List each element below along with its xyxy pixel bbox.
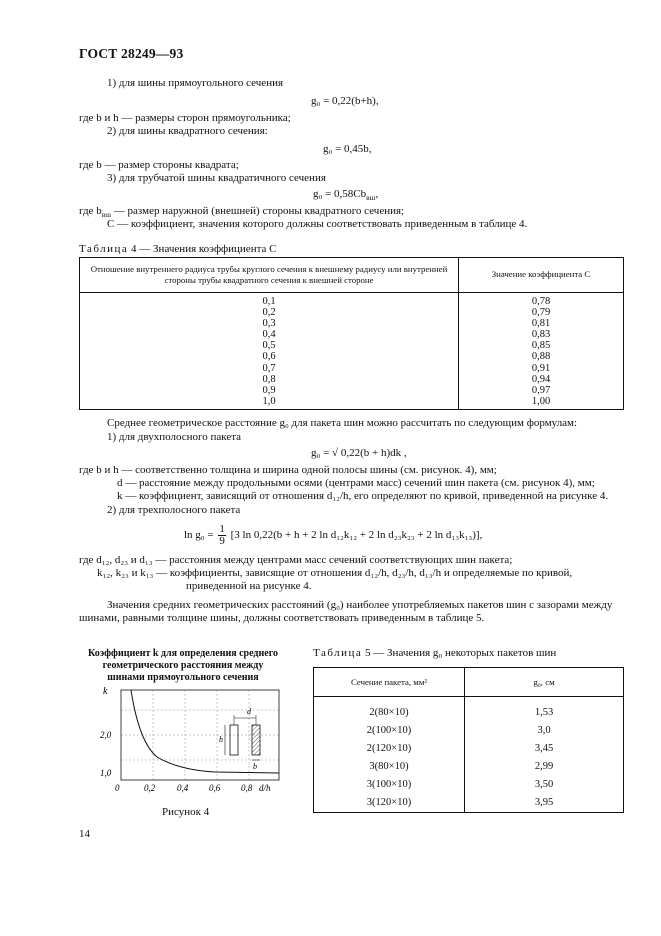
table4-ratio: 0,5 (262, 340, 276, 352)
table-row (314, 703, 624, 721)
where-three-b: k₁₂, k₂₃ и k₁₃ — коэффициенты, зависящие от отношения d₁₂/h, d₂₃/h, d₁₃/h и определяемые по кривой, (97, 567, 573, 579)
where-two-b: d — расстояние между продольными осями (центрами масс) сечений шин пакета (см. рисунок 4), мм; (117, 477, 595, 489)
table5-g0: 3,95 (465, 794, 624, 813)
table4-ratio: 0,9 (262, 384, 276, 396)
table4-ratio: 1,0 (262, 395, 276, 407)
table-row (314, 739, 624, 757)
table5-col2-header: g₀, см (465, 668, 624, 697)
formula-two-strip: g₀ = √ 0,22(b + h)dk , (311, 447, 407, 459)
table5-g0: 1,53 (465, 703, 624, 721)
y-tick: 1,0 (100, 768, 112, 778)
paragraph-a: Значения средних геометрических расстояний (g₀) наиболее употребляемых пакетов шин с зазорами между (107, 599, 613, 611)
table4-ratio: 0,8 (262, 373, 276, 385)
table5-section: 3(100×10) (314, 776, 465, 794)
table-row (314, 758, 624, 776)
table4-coefficient: 0,79 (531, 307, 551, 319)
table4-coefficient-column (459, 293, 624, 410)
formula-three-strip: ln g₀ = $\frac{1}{9}$ [3 ln 0,22(b + h + 2 ln d₁₂k₁₂ + 2 ln d₂₃k₂₃ + 2 ln d₁₃k₁₃)], (184, 523, 483, 547)
table4-coefficient: 0,85 (531, 340, 551, 352)
table5-g0: 3,45 (465, 739, 624, 757)
formula-square: g₀ = 0,45b, (323, 143, 372, 155)
item-square-bus: 2) для шины квадратного сечения: (107, 125, 268, 137)
table5-g0: 2,99 (465, 758, 624, 776)
where-tubular-b: C — коэффициент, значения которого должны соответствовать приведенным в таблице 4. (107, 218, 528, 230)
table5-section: 2(120×10) (314, 739, 465, 757)
label-d: d (247, 707, 251, 716)
table-row (314, 776, 624, 794)
table4-coefficient: 0,94 (531, 373, 551, 385)
table4-ratio-column (80, 293, 459, 410)
where-rectangular: где b и h — размеры сторон прямоугольника; (79, 112, 291, 124)
table4-ratio: 0,7 (262, 362, 276, 374)
table4-coefficient: 1,00 (531, 395, 551, 407)
table5-section: 3(120×10) (314, 794, 465, 813)
table-row (314, 794, 624, 813)
intro-paragraph: Среднее геометрическое расстояние g₀ для пакета шин можно рассчитать по следующим формулам: (107, 417, 578, 429)
formula-tubular: $g_0 = 0,58Cb_{вш}$, (313, 188, 379, 203)
label-h: h (219, 735, 223, 744)
formula-rectangular: g₀ = 0,22(b+h), (311, 95, 379, 107)
item-rectangular-bus: 1) для шины прямоугольного сечения (107, 77, 284, 89)
table4-col1-header: Отношение внутреннего радиуса трубы круглого сечения к внешнему радиусу или внутренней стороны трубы квадратного сечения к внешней стороне (80, 258, 459, 293)
label-b: b (253, 762, 257, 771)
where-tubular-a: где $b_{вш}$ — размер наружной (внешней) стороны квадратного сечения; (79, 205, 405, 220)
item-two-strip: 1) для двухполосного пакета (107, 431, 242, 443)
bus-sketch-icon (225, 715, 260, 760)
table4-coefficient: 0,83 (531, 329, 551, 341)
where-two-a: где b и h — соответственно толщина и ширина одной полосы шины (см. рисунок. 4), мм; (79, 464, 497, 476)
item-three-strip: 2) для трехполосного пакета (107, 504, 241, 516)
table5 (313, 667, 624, 813)
figure4-title: Коэффициент k для определения среднего геометрического расстояния между шинами прямоугольного сечения (88, 648, 278, 683)
table4-ratio: 0,6 (262, 351, 276, 363)
figure4-caption: Рисунок 4 (162, 806, 210, 818)
table4 (79, 257, 624, 410)
table4-ratio: 0,3 (262, 318, 276, 330)
x-tick: 0 (115, 783, 120, 793)
x-tick: 0,2 (144, 783, 156, 793)
table-row (314, 721, 624, 739)
table4-coefficient: 0,91 (531, 362, 551, 374)
table5-section: 2(80×10) (314, 703, 465, 721)
table4-coefficient: 0,81 (531, 318, 551, 330)
table4-coefficient: 0,78 (531, 296, 551, 307)
table4-ratio: 0,2 (262, 307, 276, 319)
table5-caption: Таблица 5 — Значения g₀ некоторых пакетов шин (313, 647, 557, 659)
table4-ratio: 0,1 (262, 296, 276, 307)
y-axis-label: k (103, 686, 108, 697)
item-tubular-bus: 3) для трубчатой шины квадратичного сечения (107, 172, 326, 184)
x-axis-label: d/h (259, 783, 271, 793)
where-three-a: где d₁₂, d₂₃ и d₁₃ — расстояния между центрами масс сечений соответствующих шин пакета; (79, 554, 513, 566)
where-two-c: k — коэффициент, зависящий от отношения d₁₂/h, его определяют по кривой, приведенной на рисунке 4. (117, 490, 609, 502)
table5-section: 2(100×10) (314, 721, 465, 739)
where-square: где b — размер стороны квадрата; (79, 159, 239, 171)
x-tick: 0,6 (209, 783, 221, 793)
figure4-graph (95, 680, 295, 800)
table5-g0: 3,50 (465, 776, 624, 794)
table5-section: 3(80×10) (314, 758, 465, 776)
y-tick: 2,0 (100, 730, 112, 740)
table5-g0: 3,0 (465, 721, 624, 739)
document-header: ГОСТ 28249—93 (79, 46, 184, 61)
table4-coefficient: 0,97 (531, 384, 551, 396)
table4-col2-header: Значение коэффициента C (459, 258, 624, 293)
table4-coefficient: 0,88 (531, 351, 551, 363)
table4-ratio: 0,4 (262, 329, 276, 341)
paragraph-b: шинами, равными толщине шины, должны соответствовать приведенным в таблице 5. (79, 612, 485, 624)
x-tick: 0,8 (241, 783, 253, 793)
x-tick: 0,4 (177, 783, 189, 793)
page-number: 14 (79, 828, 90, 840)
table4-caption: Таблица 4 — Значения коэффициента C (79, 243, 277, 255)
where-three-b2: приведенной на рисунке 4. (186, 580, 312, 592)
table5-col1-header: Сечение пакета, мм² (314, 668, 465, 697)
